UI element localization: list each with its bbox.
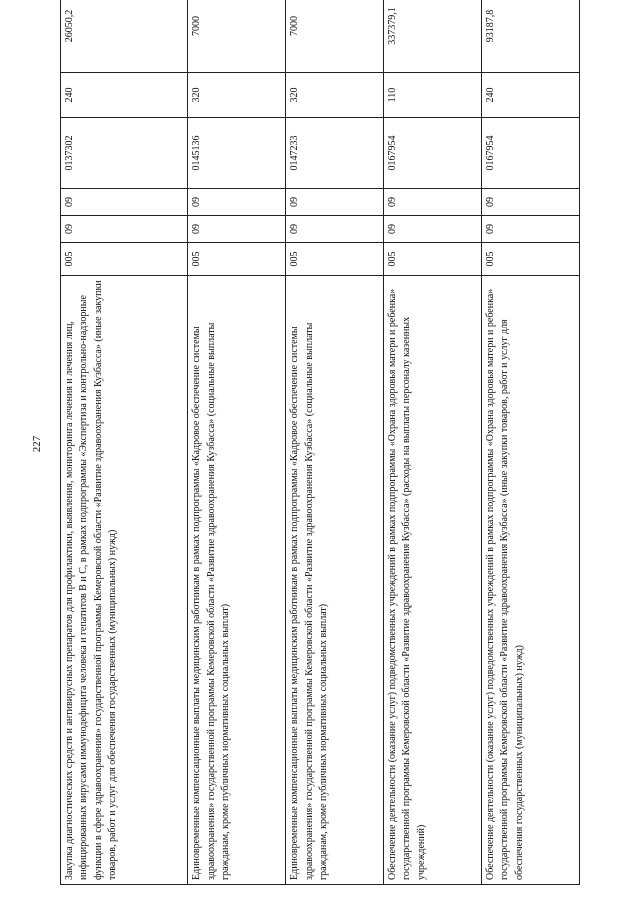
section-code: 09 [384,216,482,243]
amount: 26050,2 [61,0,188,73]
budget-table [60,0,580,885]
target-code: 0137302 [61,118,188,189]
subsection-code: 09 [482,189,580,216]
subsection-code: 09 [384,189,482,216]
page-number: 227 [31,435,43,453]
row-description: Единовременные компенсационные выплаты медицинским работникам в рамках подпрограммы «Кадровое обеспечение системы здравоохранения» государственной программы Кемеровской области «Развитие здравоохранения Кузбасса» (социальные выплаты гражданам, кроме публичных нормативных социальных выплат) [286,276,384,885]
ministry-code: 005 [384,243,482,276]
ministry-code: 005 [61,243,188,276]
target-code: 0167954 [482,118,580,189]
row-description: Обеспечение деятельности (оказание услуг) подведомственных учреждений в рамках подпрограммы «Охрана здоровья матери и ребенка» государственной программы Кемеровской области «Развитие здравоохранения Кузбасса» (расходы на выплаты персоналу казенных учреждений) [384,276,482,885]
table-row [384,0,482,885]
subsection-code: 09 [286,189,384,216]
table-row [482,0,580,885]
row-description: Закупка диагностических средств и антивирусных препаратов для профилактики, выявления, мониторинга лечения и лечения лиц, инфицированных вирусами иммунодефицита человека и гепатитов В и С, в рамках подпрограммы «Экспертиза и контрольно-надзорные функции в сфере здравоохранения» государственной программы Кемеровской области «Развитие здравоохранения Кузбасса» (иные закупки товаров, работ и услуг для обеспечения государственных (муниципальных) нужд) [61,276,188,885]
amount: 93187,8 [482,0,580,73]
expense-type-code: 240 [61,73,188,118]
table-row [286,0,384,885]
ministry-code: 005 [286,243,384,276]
amount: 7000 [188,0,286,73]
section-code: 09 [61,216,188,243]
target-code: 0147233 [286,118,384,189]
table-row [61,0,188,885]
target-code: 0167954 [384,118,482,189]
section-code: 09 [286,216,384,243]
amount: 337379,1 [384,0,482,73]
amount: 7000 [286,0,384,73]
expense-type-code: 240 [482,73,580,118]
expense-type-code: 320 [188,73,286,118]
ministry-code: 005 [482,243,580,276]
expense-type-code: 110 [384,73,482,118]
expense-type-code: 320 [286,73,384,118]
row-description: Единовременные компенсационные выплаты медицинским работникам в рамках подпрограммы «Кадровое обеспечение системы здравоохранения» государственной программы Кемеровской области «Развитие здравоохранения Кузбасса» (социальные выплаты гражданам, кроме публичных нормативных социальных выплат) [188,276,286,885]
subsection-code: 09 [188,189,286,216]
ministry-code: 005 [188,243,286,276]
target-code: 0145136 [188,118,286,189]
row-description: Обеспечение деятельности (оказание услуг) подведомственных учреждений в рамках подпрограммы «Охрана здоровья матери и ребенка» государственной программы Кемеровской области «Развитие здравоохранения Кузбасса» (иные закупки товаров, работ и услуг для обеспечения государственных (муниципальных) нужд) [482,276,580,885]
rotated-table-wrapper [60,7,580,885]
section-code: 09 [482,216,580,243]
subsection-code: 09 [61,189,188,216]
table-row [188,0,286,885]
section-code: 09 [188,216,286,243]
